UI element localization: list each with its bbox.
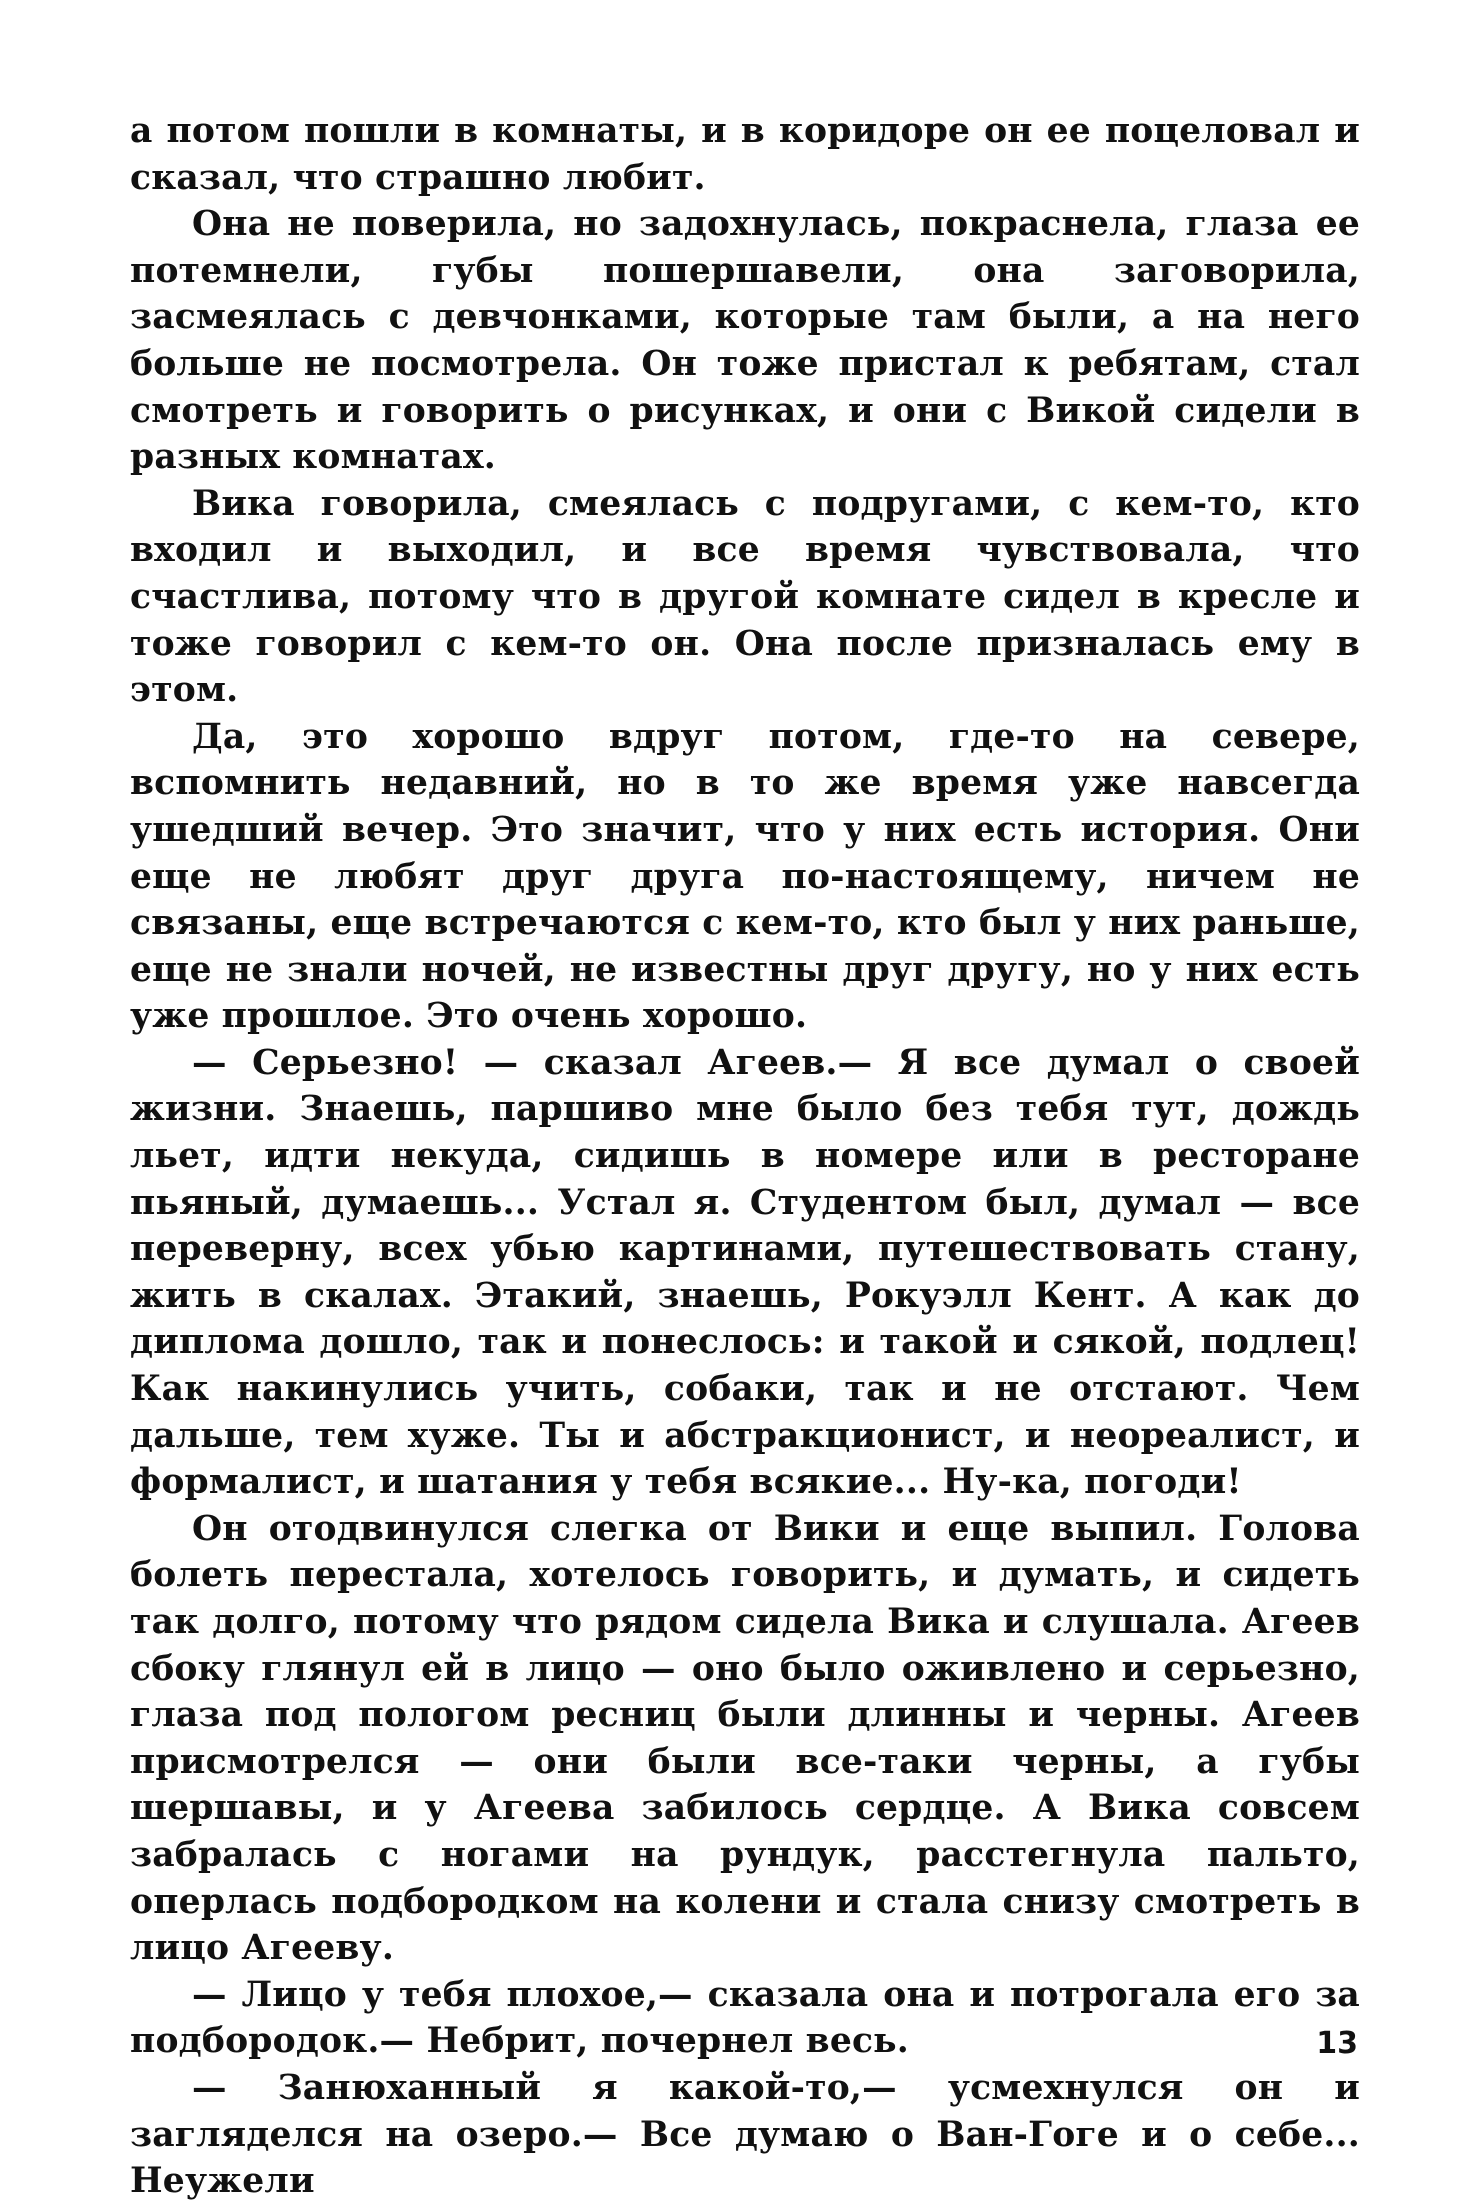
paragraph-1: а потом пошли в комнаты, и в коридоре он ее поцеловал и сказал, что страшно любит. <box>130 111 1360 198</box>
paragraph-8: — Занюханный я какой-то,— усмехнулся он и загляделся на озеро.— Все думаю о Ван-Гоге и о себе... Неужели <box>130 2067 1360 2202</box>
page-number: 13 <box>1316 2026 1358 2061</box>
paragraph-3: Вика говорила, смеялась с подругами, с кем-то, кто входил и выходил, и все время чувствовала, что счастлива, потому что в другой комнате сидел в кресле и тоже говорил с кем-то он. Она после призналась ему в этом. <box>130 483 1360 711</box>
body-text <box>130 108 1360 2205</box>
paragraph-5: — Серьезно! — сказал Агеев.— Я все думал о своей жизни. Знаешь, паршиво мне было без тебя тут, дождь льет, идти некуда, сидишь в номере или в ресторане пьяный, думаешь... Устал я. Студентом был, думал — все переверну, всех убью картинами, путешествовать стану, жить в скалах. Этакий, знаешь, Рокуэлл Кент. А как до диплома дошло, так и понеслось: и такой и сякой, подлец! Как накинулись учить, собаки, так и не отстают. Чем дальше, тем хуже. Ты и абстракционист, и неореалист, и формалист, и шатания у тебя всякие... Ну-ка, погоди! <box>130 1042 1360 1503</box>
paragraph-4: Да, это хорошо вдруг потом, где-то на севере, вспомнить недавний, но в то же время уже навсегда ушедший вечер. Это значит, что у них есть история. Они еще не любят друг друга по-настоящему, ничем не связаны, еще встречаются с кем-то, кто был у них раньше, еще не знали ночей, не известны друг другу, но у них есть уже прошлое. Это очень хорошо. <box>130 716 1360 1037</box>
paragraph-2: Она не поверила, но задохнулась, покраснела, глаза ее потемнели, губы пошершавели, она заговорила, засмеялась с девчонками, которые там были, а на него больше не посмотрела. Он тоже пристал к ребятам, стал смотреть и говорить о рисунках, и они с Викой сидели в разных комнатах. <box>130 204 1360 478</box>
paragraph-7: — Лицо у тебя плохое,— сказала она и потрогала его за подбородок.— Небрит, почернел весь. <box>130 1974 1360 2062</box>
paragraph-6: Он отодвинулся слегка от Вики и еще выпил. Голова болеть перестала, хотелось говорить, и думать, и сидеть так долго, потому что рядом сидела Вика и слушала. Агеев сбоку глянул ей в лицо — оно было оживлено и серьезно, глаза под пологом ресниц были длинны и черны. Агеев присмотрелся — они были все-таки черны, а губы шершавы, и у Агеева забилось сердце. А Вика совсем забралась с ногами на рундук, расстегнула пальто, оперлась подбородком на колени и стала снизу смотреть в лицо Агееву. <box>130 1508 1360 1969</box>
